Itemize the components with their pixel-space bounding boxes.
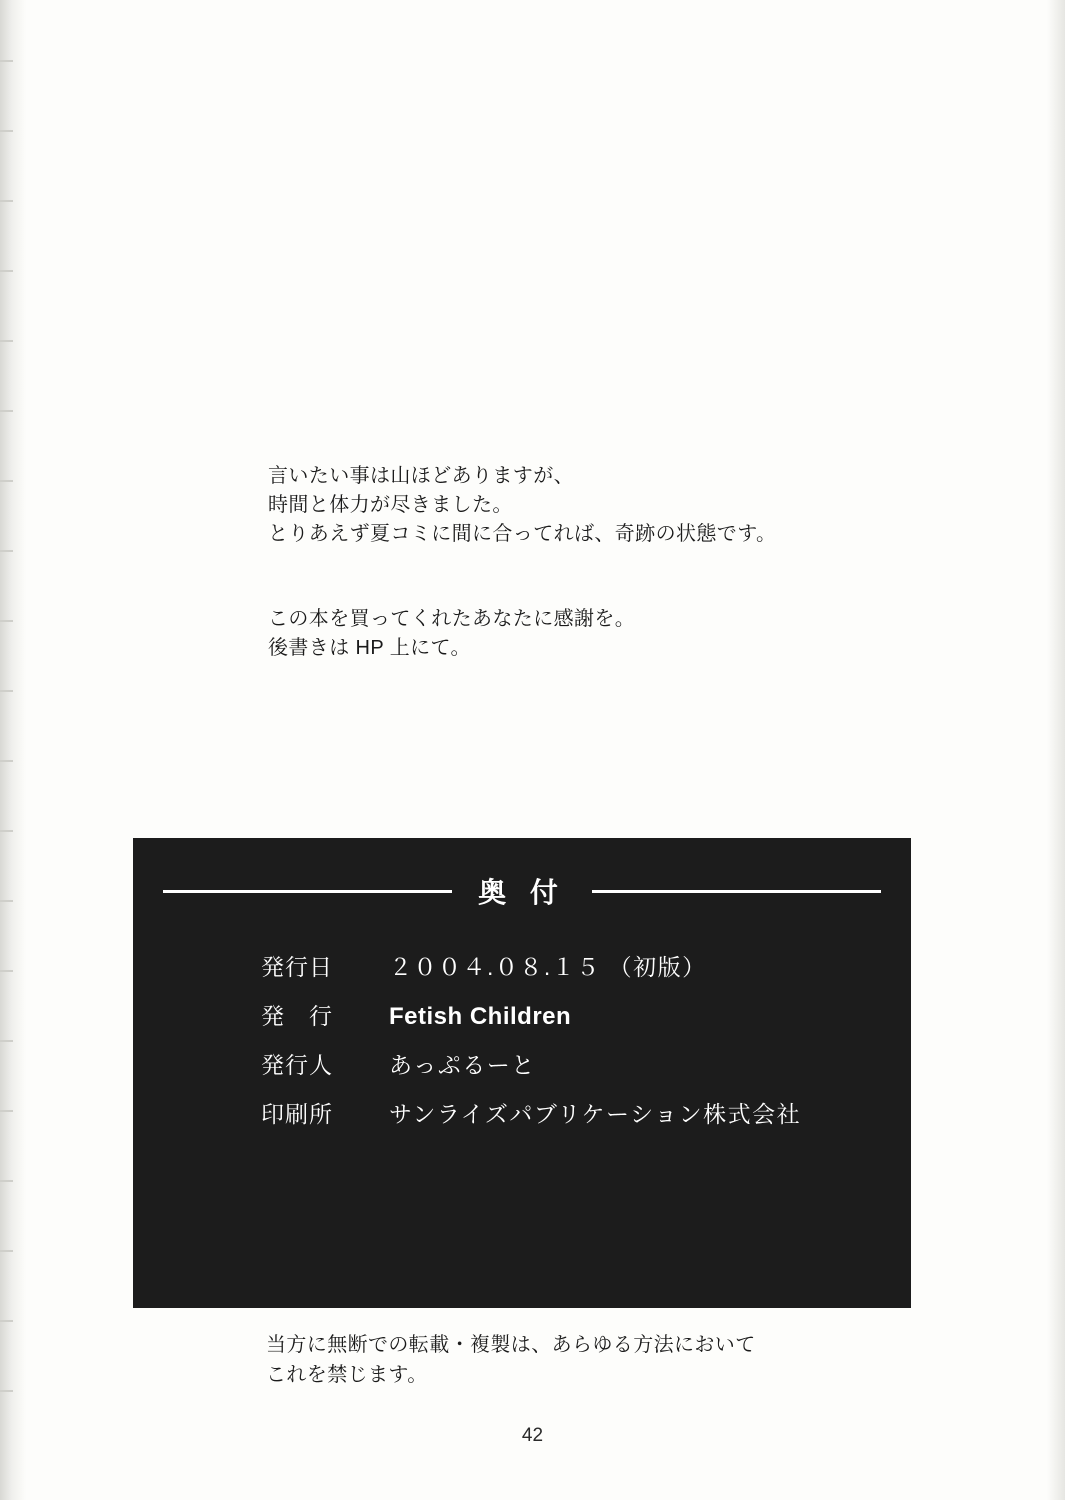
colophon-row: [261, 949, 911, 982]
colophon-fields: [133, 949, 911, 1129]
copyright-notice-line: これを禁じます。: [266, 1364, 428, 1386]
colophon-rule-left: [163, 890, 452, 893]
colophon-label-publisher-person: 発行人: [261, 1052, 333, 1078]
binding-hole-mark: [0, 200, 13, 202]
afterword-line: 言いたい事は山ほどありますが、: [268, 465, 574, 487]
binding-hole-mark: [0, 1040, 13, 1042]
colophon-row: [261, 1047, 911, 1080]
page-left-edge-shading: [0, 0, 26, 1500]
colophon-value-publish-date: ２００４.０８.１５ （初版）: [389, 954, 707, 980]
colophon-row: [261, 998, 911, 1031]
paragraph-spacer: [268, 549, 908, 605]
colophon-title: 奥 付: [478, 877, 566, 908]
binding-hole-mark: [0, 1320, 13, 1322]
colophon-label-publisher: 発 行: [261, 1003, 333, 1029]
colophon-value-publisher-person: あっぷるーと: [389, 1052, 536, 1078]
copyright-notice: [266, 1330, 966, 1390]
page-number: 42: [521, 1425, 544, 1446]
binding-hole-mark: [0, 270, 13, 272]
binding-hole-mark: [0, 1180, 13, 1182]
binding-hole-mark: [0, 970, 13, 972]
binding-hole-mark: [0, 1390, 13, 1392]
colophon-panel: [133, 838, 911, 1308]
afterword-line: 時間と体力が尽きました。: [268, 494, 513, 516]
binding-hole-mark: [0, 60, 13, 62]
afterword-line: この本を買ってくれたあなたに感謝を。: [268, 608, 636, 630]
binding-hole-mark: [0, 130, 13, 132]
binding-hole-mark: [0, 1250, 13, 1252]
binding-hole-mark: [0, 480, 13, 482]
binding-hole-mark: [0, 620, 13, 622]
binding-hole-mark: [0, 410, 13, 412]
page-right-edge-shading: [1047, 0, 1065, 1500]
binding-hole-mark: [0, 690, 13, 692]
afterword-text: [268, 462, 908, 663]
afterword-line: とりあえず夏コミに間に合ってれば、奇跡の状態です。: [268, 523, 777, 545]
binding-hole-mark: [0, 830, 13, 832]
binding-hole-mark: [0, 550, 13, 552]
colophon-label-publish-date: 発行日: [261, 954, 333, 980]
binding-hole-mark: [0, 340, 13, 342]
colophon-rule-right: [592, 890, 881, 893]
colophon-value-printer: サンライズパブリケーション株式会社: [389, 1101, 802, 1127]
afterword-line: 後書きは HP 上にて。: [268, 637, 471, 659]
binding-hole-mark: [0, 760, 13, 762]
colophon-label-printer: 印刷所: [261, 1101, 333, 1127]
colophon-value-publisher: Fetish Children: [389, 1003, 572, 1030]
colophon-row: [261, 1096, 911, 1129]
colophon-title-row: [133, 871, 911, 911]
copyright-notice-line: 当方に無断での転載・複製は、あらゆる方法において: [266, 1334, 756, 1356]
binding-hole-mark: [0, 900, 13, 902]
binding-hole-mark: [0, 1110, 13, 1112]
